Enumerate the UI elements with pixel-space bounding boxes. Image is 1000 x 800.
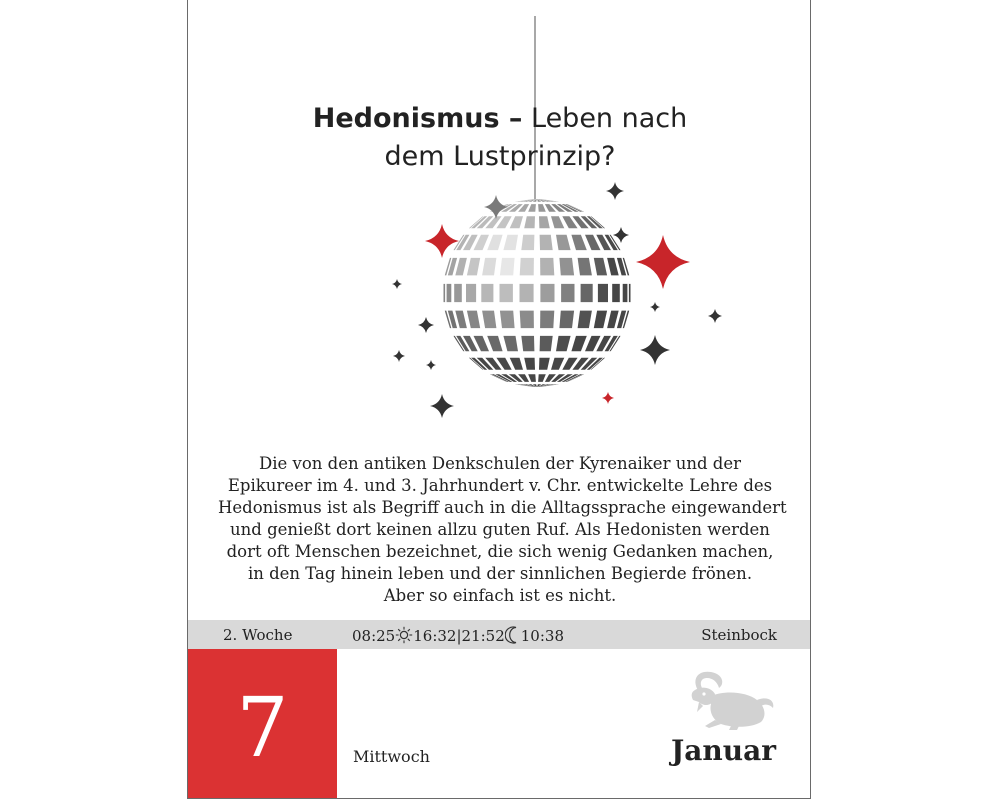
body-line: Die von den antiken Denkschulen der Kyrenaiker und der: [259, 454, 741, 473]
sparkle-icon: [393, 350, 405, 362]
sparkle-icon: [426, 360, 436, 370]
capricorn-ibex-icon: [685, 670, 777, 730]
sunrise-time: 08:25: [352, 627, 396, 645]
disco-ball-tile: [623, 284, 628, 302]
sun-moon-times: [352, 626, 564, 645]
crescent-moon-icon: [505, 626, 521, 644]
moonrise-time: 21:52: [461, 627, 505, 645]
disco-ball-tile: [598, 284, 608, 302]
disco-ball-tile: [612, 284, 620, 302]
sparkle-icon: [392, 279, 402, 289]
disco-ball-tile: [500, 258, 515, 276]
disco-ball-tile: [521, 336, 534, 351]
disco-ball-tile: [481, 284, 493, 302]
day-number-block: [188, 649, 337, 799]
time-separator: |: [456, 627, 462, 645]
week-number: 2. Woche: [223, 626, 293, 644]
body-line: und genießt dort keinen allzu guten Ruf. Als Hedonisten werden: [230, 520, 770, 539]
disco-ball-tile: [500, 311, 515, 329]
disco-ball-tile: [561, 284, 574, 302]
body-line: Epikureer im 4. und 3. Jahrhundert v. Chr. entwickelte Lehre des: [227, 476, 773, 495]
title-line-2: dem Lustprinzip?: [384, 141, 616, 172]
disco-ball-tile: [581, 284, 593, 302]
disco-ball-tile: [520, 311, 534, 329]
title-rest: Leben nach: [522, 103, 688, 134]
sparkle-icon: [640, 335, 670, 365]
disco-ball-tile: [540, 311, 554, 329]
page-title: [188, 100, 811, 176]
disco-ball-tile: [520, 284, 534, 302]
disco-ball-illustration: [188, 170, 811, 430]
month-label: Januar: [671, 734, 776, 767]
sparkle-icon: [606, 182, 624, 200]
sparkle-icon: [613, 227, 629, 243]
day-number: 7: [236, 681, 289, 776]
sparkle-icon: [418, 317, 434, 333]
body-line: in den Tag hinein leben und der sinnlichen Begierde frönen.: [247, 564, 753, 583]
sparkle-icon: [708, 309, 722, 323]
disco-ball-tile: [520, 258, 534, 276]
sunset-time: 16:32: [413, 627, 457, 645]
sparkle-icon: [636, 235, 690, 289]
disco-ball: [443, 199, 631, 387]
disco-ball-tile: [559, 258, 574, 276]
sparkle-icon: [650, 302, 660, 312]
sparkle-icon: [430, 394, 454, 418]
disco-ball-tile: [500, 284, 513, 302]
disco-ball-tile: [540, 336, 553, 351]
zodiac-sign: Steinbock: [701, 626, 777, 644]
disco-ball-tile: [559, 311, 574, 329]
weekday-label: Mittwoch: [353, 747, 430, 766]
sparkle-icon: [602, 392, 614, 404]
calendar-page: [187, 0, 811, 799]
body-text: [218, 453, 787, 607]
disco-ball-tile: [466, 284, 476, 302]
disco-ball-tile: [629, 284, 631, 302]
body-line: Hedonismus ist als Begriff auch in die Alltagssprache eingewandert: [218, 498, 787, 517]
disco-ball-tile: [444, 284, 446, 302]
info-bar: [188, 620, 810, 649]
disco-ball-tile: [540, 258, 554, 276]
moonset-time: 10:38: [520, 627, 564, 645]
disco-ball-tile: [540, 235, 553, 250]
disco-ball-tile: [454, 284, 462, 302]
disco-ball-tile: [447, 284, 452, 302]
title-bold: Hedonismus –: [312, 103, 523, 134]
sun-icon: [395, 626, 413, 644]
disco-ball-tile: [521, 235, 534, 250]
body-line: Aber so einfach ist es nicht.: [383, 586, 617, 605]
body-line: dort oft Menschen bezeichnet, die sich wenig Gedanken machen,: [226, 542, 774, 561]
disco-ball-tile: [540, 284, 554, 302]
